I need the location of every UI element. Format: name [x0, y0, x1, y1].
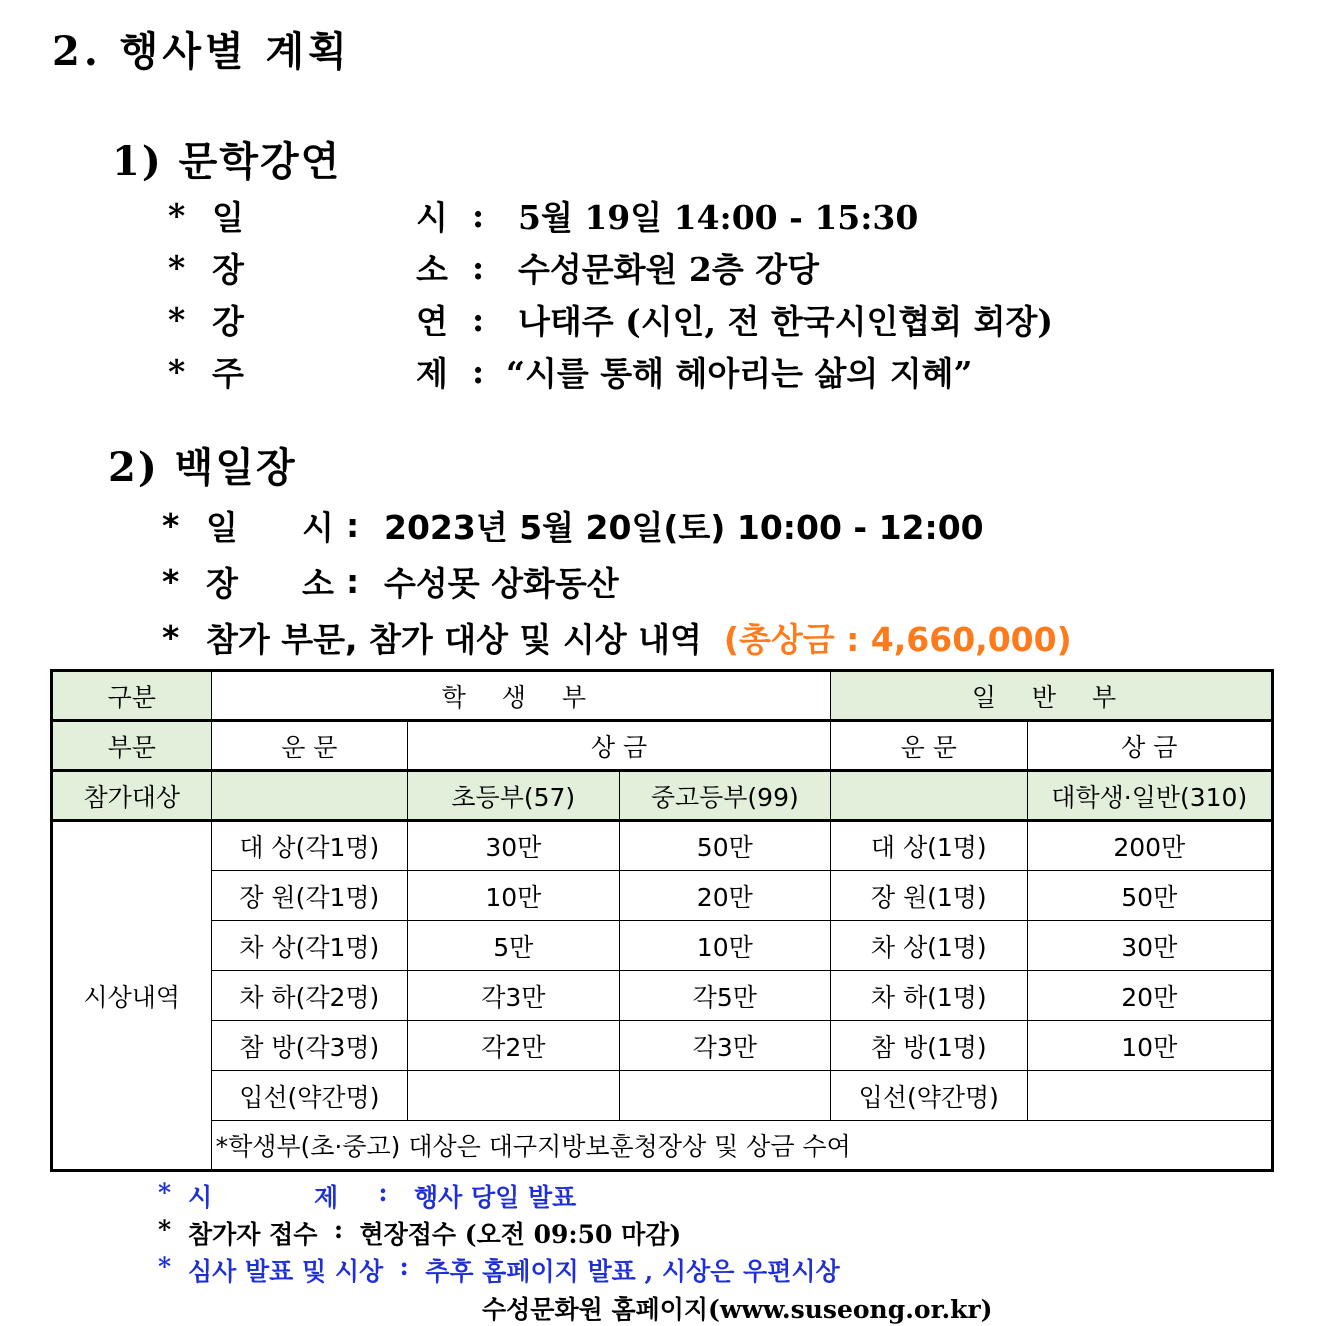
label-b: 제	[314, 1183, 339, 1212]
baekiljang-time-row	[162, 502, 984, 549]
label-a: 주	[212, 354, 244, 393]
general-award: 장 원(1명)	[831, 871, 1027, 921]
footer-register-row	[158, 1215, 681, 1251]
target-elem: 초등부(57)	[408, 771, 619, 821]
total-prize: (총상금 : 4,660,000)	[723, 620, 1072, 659]
student-award: 대 상(각1명)	[211, 821, 407, 871]
lecture-time-value: 5월 19일 14:00 - 15:30	[518, 198, 919, 237]
mid-prize: 10만	[619, 921, 830, 971]
table-row	[52, 921, 1273, 971]
label-b: 시	[416, 198, 448, 237]
label-a: 시	[188, 1183, 213, 1212]
table-note: *학생부(초·중고) 대상은 대구지방보훈청장상 및 상금 수여	[211, 1121, 1272, 1171]
header-general: 일 반 부	[831, 671, 1273, 721]
mid-prize: 50만	[619, 821, 830, 871]
label-b: 소	[302, 564, 334, 603]
label-a: 일	[206, 508, 238, 547]
lecture-place-row	[168, 244, 819, 291]
label-a: 강	[212, 302, 244, 341]
bullet: *	[158, 1252, 172, 1281]
lecture-speaker-value: 나태주 (시인, 전 한국시인협회 회장)	[518, 302, 1053, 341]
bullet: *	[158, 1215, 172, 1244]
student-award: 차 상(각1명)	[211, 921, 407, 971]
colon: :	[346, 562, 360, 601]
lecture-heading: 1) 문학강연	[112, 138, 342, 185]
target-adult: 대학생·일반(310)	[1027, 771, 1272, 821]
header-gubun: 구분	[52, 671, 212, 721]
elem-prize: 각3만	[408, 971, 619, 1021]
table-row	[52, 971, 1273, 1021]
baekiljang-heading: 2) 백일장	[108, 444, 297, 491]
colon: :	[399, 1252, 409, 1281]
bullet: *	[168, 196, 186, 235]
colon: :	[378, 1178, 388, 1207]
sub-prize-student: 상 금	[408, 721, 831, 771]
elem-prize: 5만	[408, 921, 619, 971]
register-value: 현장접수 (오전 09:50 마감)	[359, 1220, 682, 1249]
elem-prize: 10만	[408, 871, 619, 921]
label-a: 장	[206, 564, 238, 603]
label-b: 제	[416, 354, 448, 393]
section-title: 2. 행사별 계획	[52, 28, 351, 75]
table-row	[52, 821, 1273, 871]
footer-judge-row	[158, 1252, 840, 1288]
sub-bumun: 부문	[52, 721, 212, 771]
general-prize: 20만	[1027, 971, 1272, 1021]
colon: :	[472, 196, 485, 235]
lecture-topic-row	[168, 348, 972, 395]
general-prize: 30만	[1027, 921, 1272, 971]
general-prize: 10만	[1027, 1021, 1272, 1071]
colon: :	[472, 248, 485, 287]
footer-topic-row	[158, 1178, 576, 1214]
lecture-topic-value: “시를 통해 헤아리는 삶의 지혜”	[506, 354, 973, 393]
student-award: 참 방(각3명)	[211, 1021, 407, 1071]
student-award: 장 원(각1명)	[211, 871, 407, 921]
baekiljang-time-value: 2023년 5월 20일(토) 10:00 - 12:00	[384, 508, 984, 547]
mid-prize: 각3만	[619, 1021, 830, 1071]
elem-prize	[408, 1071, 619, 1121]
lecture-place-value: 수성문화원 2층 강당	[518, 250, 819, 289]
general-award: 차 하(1명)	[831, 971, 1027, 1021]
general-award: 입선(약간명)	[831, 1071, 1027, 1121]
table-row	[52, 1071, 1273, 1121]
sub-unmun-general: 운 문	[831, 721, 1027, 771]
bullet: *	[162, 506, 180, 545]
general-prize	[1027, 1071, 1272, 1121]
bullet: *	[168, 352, 186, 391]
prize-line-text: 참가 부문, 참가 대상 및 시상 내역	[206, 620, 702, 659]
footer-topic-value: 행사 당일 발표	[414, 1183, 577, 1212]
label-b: 연	[416, 302, 448, 341]
sub-prize-general: 상 금	[1027, 721, 1272, 771]
header-student: 학 생 부	[211, 671, 830, 721]
bullet: *	[168, 300, 186, 339]
bullet: *	[162, 618, 180, 657]
student-award: 입선(약간명)	[211, 1071, 407, 1121]
sub-unmun-student: 운 문	[211, 721, 407, 771]
mid-prize: 20만	[619, 871, 830, 921]
label-b: 소	[416, 250, 448, 289]
target-label: 참가대상	[52, 771, 212, 821]
elem-prize: 각2만	[408, 1021, 619, 1071]
general-prize: 50만	[1027, 871, 1272, 921]
colon: :	[333, 1215, 344, 1244]
colon: :	[472, 300, 485, 339]
baekiljang-place-value: 수성못 상화동산	[384, 564, 619, 603]
target-empty	[211, 771, 407, 821]
target-empty-general	[831, 771, 1027, 821]
judge-value: 추후 홈페이지 발표 , 시상은 우편시상	[425, 1257, 840, 1286]
lecture-speaker-row	[168, 296, 1053, 343]
target-mid: 중고등부(99)	[619, 771, 830, 821]
mid-prize: 각5만	[619, 971, 830, 1021]
student-award: 차 하(각2명)	[211, 971, 407, 1021]
table-header-row	[52, 671, 1273, 721]
colon: :	[472, 352, 485, 391]
label-a: 일	[212, 198, 244, 237]
label-b: 시	[302, 508, 334, 547]
prize-line	[162, 614, 1072, 661]
bullet: *	[158, 1178, 172, 1207]
table-row	[52, 871, 1273, 921]
prize-table	[50, 669, 1274, 1172]
general-prize: 200만	[1027, 821, 1272, 871]
label-a: 장	[212, 250, 244, 289]
judge-label: 심사 발표 및 시상	[188, 1257, 384, 1286]
colon: :	[346, 506, 360, 545]
bullet: *	[162, 562, 180, 601]
baekiljang-place-row	[162, 558, 619, 605]
bullet: *	[168, 248, 186, 287]
general-award: 참 방(1명)	[831, 1021, 1027, 1071]
elem-prize: 30만	[408, 821, 619, 871]
general-award: 차 상(1명)	[831, 921, 1027, 971]
register-label: 참가자 접수	[188, 1220, 318, 1249]
row-label: 시상내역	[52, 821, 212, 1171]
table-row	[52, 1021, 1273, 1071]
table-sub-row	[52, 721, 1273, 771]
homepage-link[interactable]: 수성문화원 홈페이지(www.suseong.or.kr)	[482, 1295, 993, 1324]
general-award: 대 상(1명)	[831, 821, 1027, 871]
table-note-row	[52, 1121, 1273, 1171]
table-target-row	[52, 771, 1273, 821]
lecture-time-row	[168, 192, 918, 239]
mid-prize	[619, 1071, 830, 1121]
